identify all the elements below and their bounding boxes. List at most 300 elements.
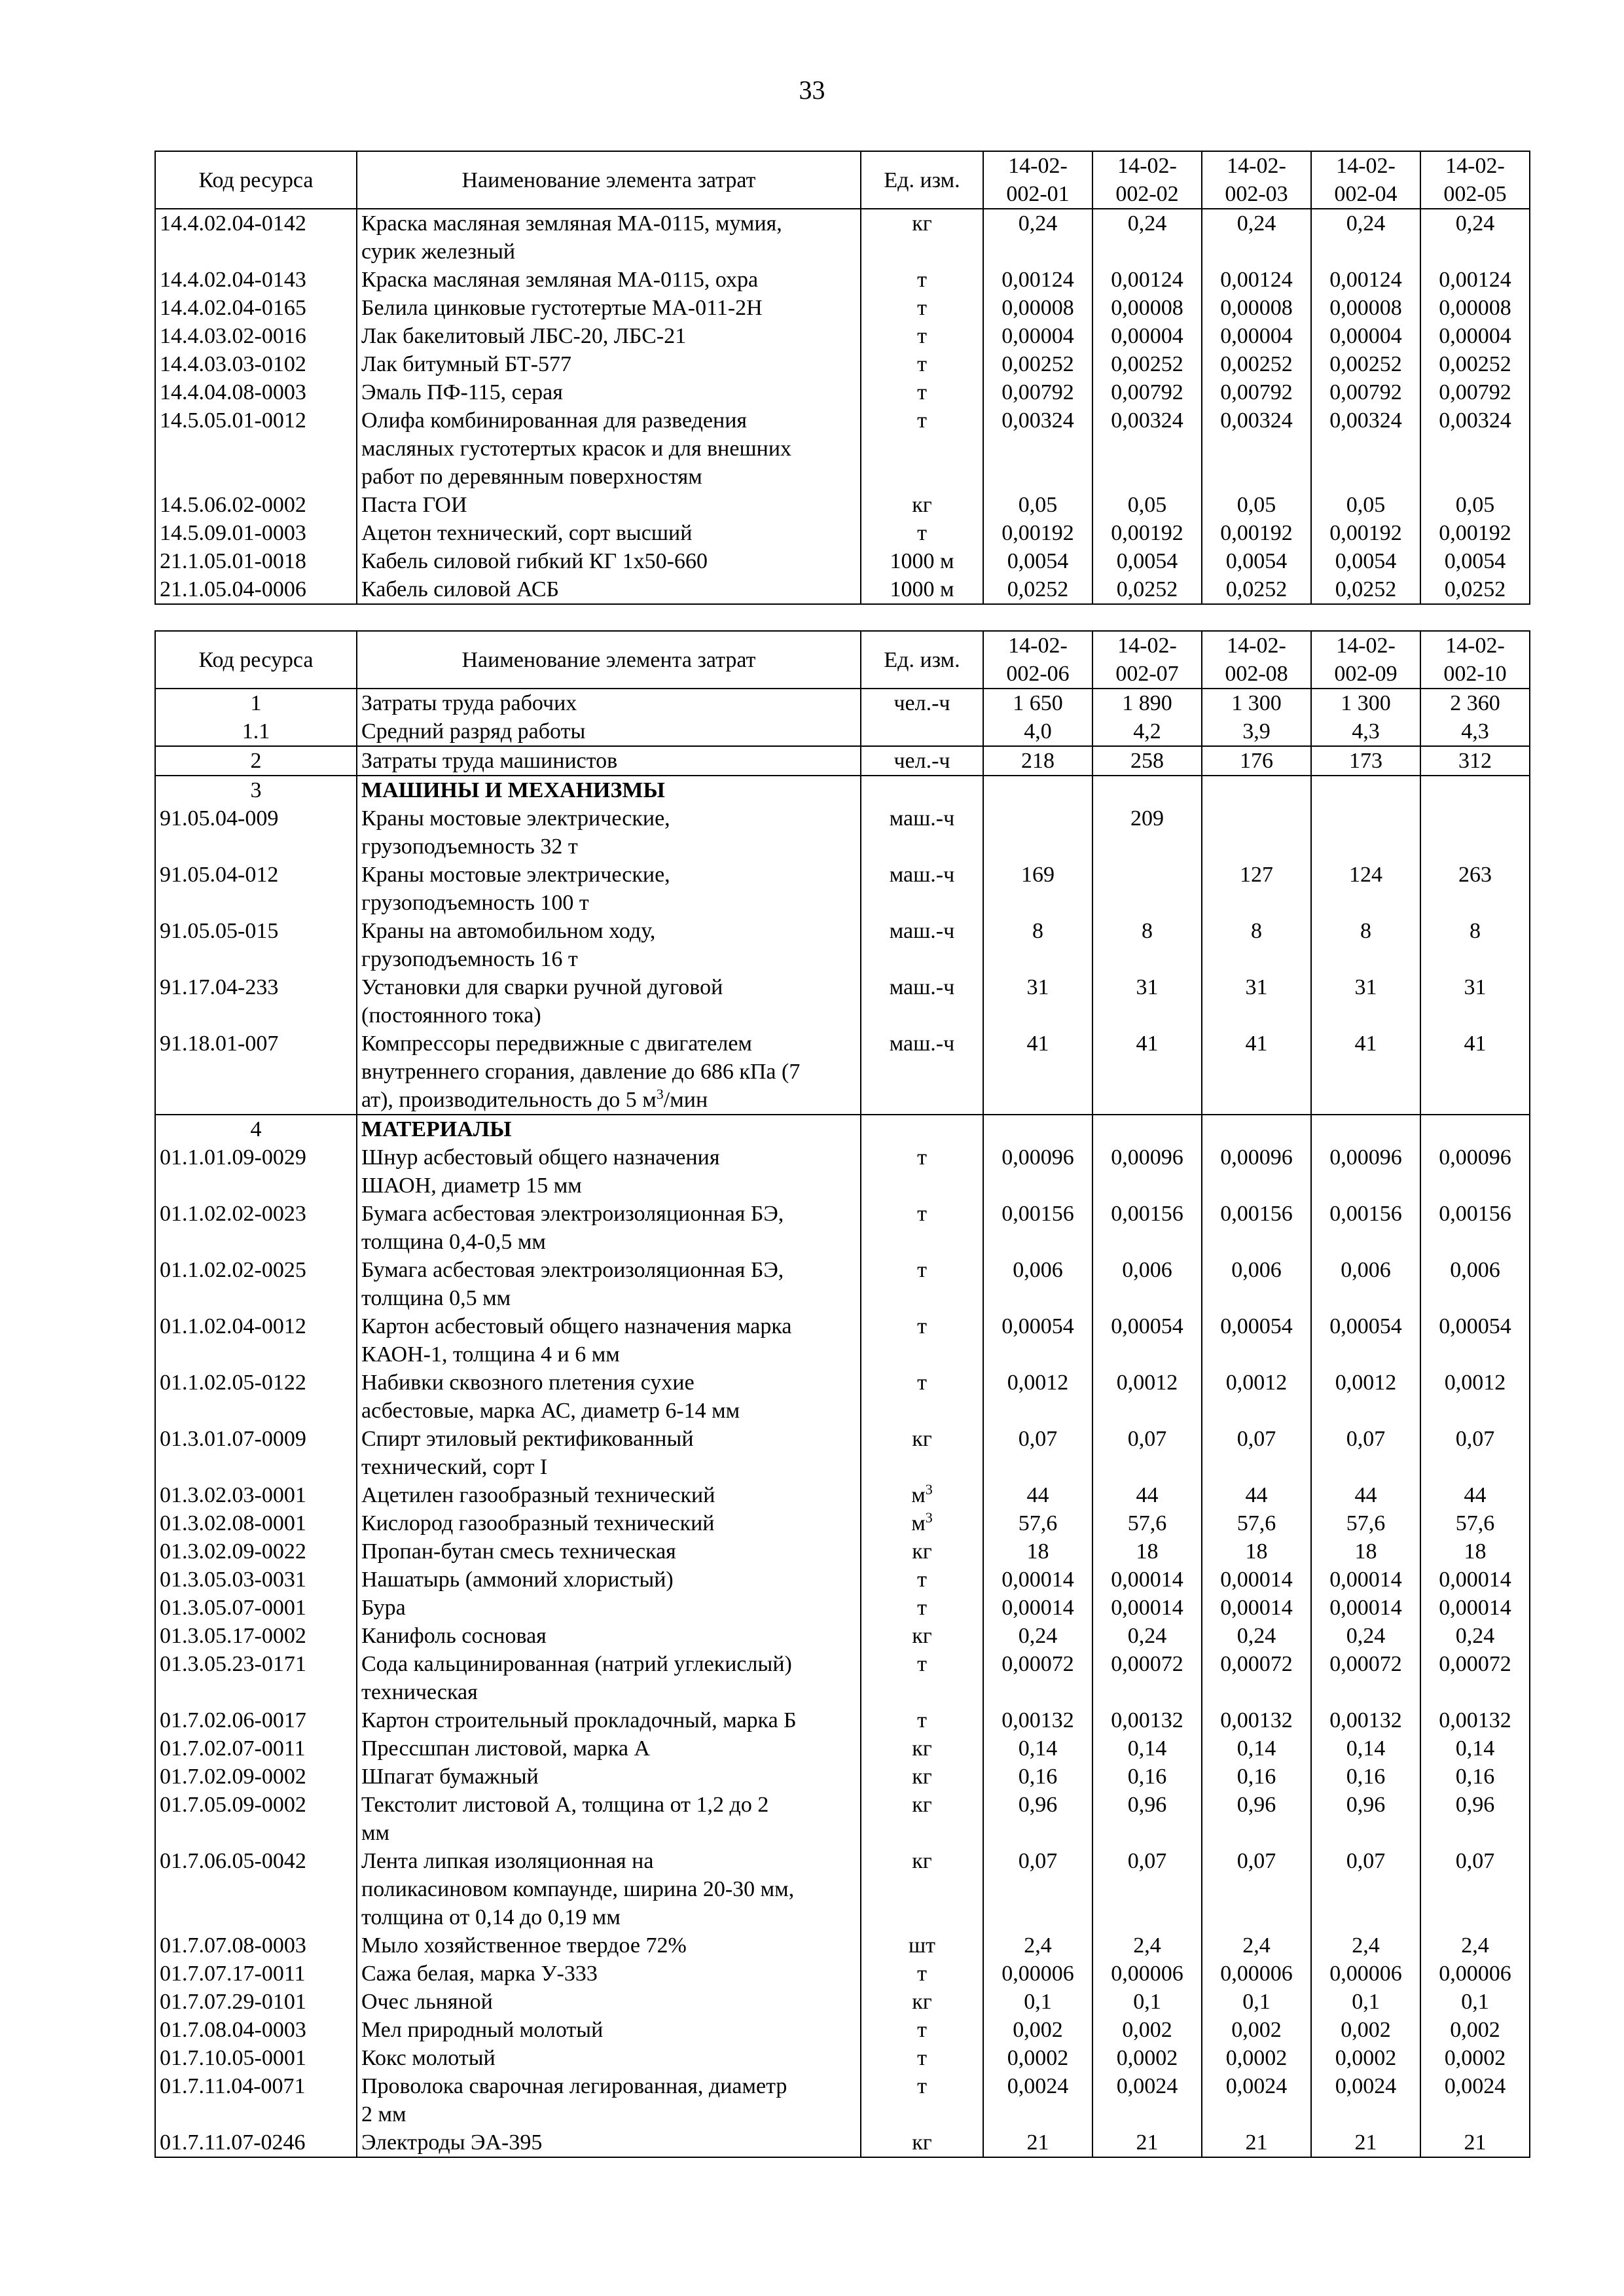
resource-code: 01.7.02.07-0011 <box>155 1734 357 1763</box>
norm-value: 44 <box>1420 1481 1530 1509</box>
cost-element-name <box>357 1594 861 1622</box>
name-line: масляных густотертых красок и для внешних <box>361 437 792 461</box>
resource-code: 91.05.04-012 <box>155 861 357 917</box>
norm-value: 0,00054 <box>1202 1312 1311 1369</box>
name-line: техническая <box>361 1680 478 1704</box>
resource-code: 01.3.05.07-0001 <box>155 1594 357 1622</box>
table-row <box>155 1763 1530 1791</box>
header-code: Код ресурса <box>155 631 357 689</box>
name-line: толщина 0,4-0,5 мм <box>361 1230 546 1254</box>
norm-value: 0,0002 <box>1311 2044 1420 2072</box>
unit-of-measure: т <box>861 266 983 294</box>
norm-value: 0,05 <box>1092 491 1202 519</box>
unit-of-measure: $м^3$ <box>861 1481 983 1509</box>
norm-value: 0,00132 <box>1311 1706 1420 1734</box>
norm-value: 0,14 <box>1420 1734 1530 1763</box>
norm-value: 2,4 <box>1311 1931 1420 1960</box>
norm-value: 0,07 <box>983 1425 1092 1481</box>
unit-of-measure: т <box>861 406 983 491</box>
resource-code: 14.4.04.08-0003 <box>155 378 357 406</box>
norm-value: 0,1 <box>1420 1988 1530 2016</box>
resource-code: 14.4.03.03-0102 <box>155 350 357 378</box>
cost-element-name <box>357 1143 861 1200</box>
name-line: ат), производительность до 5 $м^3$/мин <box>361 1086 708 1112</box>
name-line: Лак бакелитовый ЛБС-20, ЛБС-21 <box>361 324 687 348</box>
norm-value: 0,16 <box>1311 1763 1420 1791</box>
norm-value: 4,3 <box>1311 717 1420 746</box>
name-line: асбестовые, марка АС, диаметр 6-14 мм <box>361 1399 740 1423</box>
resource-code: 3 <box>155 776 357 804</box>
unit-of-measure <box>861 776 983 804</box>
norm-value: 31 <box>983 973 1092 1030</box>
name-line: Кокс молотый <box>361 2046 496 2070</box>
norm-value: 0,00072 <box>1092 1650 1202 1706</box>
cost-element-name <box>357 1734 861 1763</box>
name-line: Шнур асбестовый общего назначения <box>361 1145 720 1170</box>
table-row <box>155 1537 1530 1566</box>
norm-value: 0,0002 <box>983 2044 1092 2072</box>
table-row <box>155 1143 1530 1200</box>
norm-value: 44 <box>1311 1481 1420 1509</box>
name-line: Лак битумный БТ-577 <box>361 352 572 376</box>
header-column-line: 002-06 <box>1006 662 1070 686</box>
norm-value: 0,0054 <box>1092 547 1202 575</box>
norm-value: 0,96 <box>1092 1791 1202 1847</box>
norm-value: 0,0024 <box>1420 2072 1530 2128</box>
norm-value <box>1420 1115 1530 1143</box>
name-line: Бумага асбестовая электроизоляционная БЭ, <box>361 1258 784 1282</box>
cost-element-name <box>357 2128 861 2157</box>
norm-value: 44 <box>1202 1481 1311 1509</box>
norm-value <box>1420 804 1530 861</box>
norm-value <box>1311 804 1420 861</box>
unit-of-measure <box>861 1115 983 1143</box>
norm-value: 57,6 <box>1311 1509 1420 1537</box>
table-row <box>155 2072 1530 2128</box>
name-line: Ацетилен газообразный технический <box>361 1483 715 1507</box>
norm-value: 0,00096 <box>1092 1143 1202 1200</box>
cost-element-name <box>357 1791 861 1847</box>
norm-value: 57,6 <box>1420 1509 1530 1537</box>
unit-of-measure: т <box>861 322 983 350</box>
unit-of-measure: т <box>861 1650 983 1706</box>
norm-value: 312 <box>1420 746 1530 776</box>
norm-value: 0,002 <box>983 2016 1092 2044</box>
table-row <box>155 917 1530 973</box>
norm-value: 57,6 <box>983 1509 1092 1537</box>
resource-code: 01.3.05.17-0002 <box>155 1622 357 1650</box>
norm-value: 218 <box>983 746 1092 776</box>
cost-element-name <box>357 1425 861 1481</box>
header-column <box>1202 151 1311 209</box>
name-line: Кислород газообразный технический <box>361 1511 715 1535</box>
name-line: Сажа белая, марка У-333 <box>361 1962 598 1986</box>
table-row <box>155 519 1530 547</box>
norm-value: 0,00324 <box>1420 406 1530 491</box>
cost-element-name <box>357 1200 861 1256</box>
unit-of-measure: т <box>861 2072 983 2128</box>
norm-value: 0,96 <box>983 1791 1092 1847</box>
unit-of-measure: кг <box>861 491 983 519</box>
norm-value <box>1202 776 1311 804</box>
unit-of-measure: т <box>861 1960 983 1988</box>
norm-value <box>983 804 1092 861</box>
norm-value: 209 <box>1092 804 1202 861</box>
norm-value: 0,00014 <box>1202 1566 1311 1594</box>
norm-value: 0,00252 <box>1420 350 1530 378</box>
name-line: Мел природный молотый <box>361 2018 604 2042</box>
norm-value: 0,00792 <box>983 378 1092 406</box>
norm-value: 0,0012 <box>1311 1369 1420 1425</box>
table-row <box>155 776 1530 804</box>
unit-of-measure: т <box>861 378 983 406</box>
norm-value: 0,0012 <box>1092 1369 1202 1425</box>
norm-value: 0,24 <box>1202 209 1311 266</box>
cost-element-name <box>357 1960 861 1988</box>
norm-value: 0,14 <box>1202 1734 1311 1763</box>
norm-value: 18 <box>1420 1537 1530 1566</box>
unit-of-measure: маш.-ч <box>861 917 983 973</box>
name-line: толщина 0,5 мм <box>361 1286 511 1310</box>
cost-element-name <box>357 1369 861 1425</box>
header-column-line: 002-03 <box>1225 182 1288 206</box>
unit-of-measure: кг <box>861 1622 983 1650</box>
name-line: работ по деревянным поверхностям <box>361 465 702 489</box>
unit-of-measure: кг <box>861 209 983 266</box>
table-row <box>155 1509 1530 1537</box>
norm-value: 44 <box>983 1481 1092 1509</box>
norm-value: 0,00006 <box>1092 1960 1202 1988</box>
norm-value: 0,00008 <box>1420 294 1530 322</box>
norm-value: 0,00156 <box>1311 1200 1420 1256</box>
header-column <box>983 151 1092 209</box>
header-code: Код ресурса <box>155 151 357 209</box>
unit-of-measure: маш.-ч <box>861 1030 983 1115</box>
norm-value: 2,4 <box>983 1931 1092 1960</box>
norm-value: 0,00132 <box>1420 1706 1530 1734</box>
name-line: Нашатырь (аммоний хлористый) <box>361 1568 674 1592</box>
norm-value: 0,24 <box>1311 1622 1420 1650</box>
unit-of-measure: т <box>861 1143 983 1200</box>
norm-value: 31 <box>1202 973 1311 1030</box>
unit-of-measure: т <box>861 350 983 378</box>
norm-value: 0,07 <box>983 1847 1092 1931</box>
name-line: Канифоль сосновая <box>361 1624 547 1648</box>
norm-value: 0,00132 <box>1202 1706 1311 1734</box>
norm-value: 31 <box>1311 973 1420 1030</box>
norm-value: 0,05 <box>1311 491 1420 519</box>
name-line: Ацетон технический, сорт высший <box>361 521 693 545</box>
name-line: Лента липкая изоляционная на <box>361 1849 654 1873</box>
norm-value: 0,00008 <box>1311 294 1420 322</box>
norm-value: 8 <box>1420 917 1530 973</box>
unit-of-measure: т <box>861 1594 983 1622</box>
table-row <box>155 804 1530 861</box>
name-line: Пропан-бутан смесь техническая <box>361 1539 676 1564</box>
norm-value: 0,07 <box>1092 1847 1202 1931</box>
name-line: МАШИНЫ И МЕХАНИЗМЫ <box>361 778 665 802</box>
unit-of-measure: кг <box>861 1791 983 1847</box>
norm-value: 0,00014 <box>1202 1594 1311 1622</box>
norm-value: 0,0024 <box>983 2072 1092 2128</box>
cost-element-name <box>357 1537 861 1566</box>
norm-value: 0,00096 <box>1420 1143 1530 1200</box>
norm-value: 8 <box>1092 917 1202 973</box>
table-row <box>155 2016 1530 2044</box>
name-line: 2 мм <box>361 2102 406 2126</box>
resource-code: 01.7.05.09-0002 <box>155 1791 357 1847</box>
resource-code: 21.1.05.04-0006 <box>155 575 357 604</box>
header-column-line: 14-02- <box>1117 154 1177 178</box>
norm-value: 0,00156 <box>983 1200 1092 1256</box>
resource-code: 01.3.01.07-0009 <box>155 1425 357 1481</box>
header-column-line: 002-10 <box>1443 662 1507 686</box>
norm-value: 8 <box>1202 917 1311 973</box>
norm-value: 0,00014 <box>1420 1566 1530 1594</box>
norm-value: 0,16 <box>983 1763 1092 1791</box>
cost-element-name <box>357 776 861 804</box>
norm-value: 0,05 <box>1202 491 1311 519</box>
unit-of-measure: т <box>861 1200 983 1256</box>
cost-element-name <box>357 804 861 861</box>
norm-value: 0,0024 <box>1202 2072 1311 2128</box>
norm-value <box>1202 804 1311 861</box>
name-line: МАТЕРИАЛЫ <box>361 1117 512 1141</box>
cost-element-name <box>357 547 861 575</box>
cost-element-name <box>357 491 861 519</box>
norm-value <box>1092 1115 1202 1143</box>
norm-value: 2 360 <box>1420 689 1530 717</box>
norm-value: 1 300 <box>1202 689 1311 717</box>
norm-value: 0,006 <box>983 1256 1092 1312</box>
header-column-line: 14-02- <box>1336 634 1396 658</box>
resource-code: 01.7.02.06-0017 <box>155 1706 357 1734</box>
table-row <box>155 746 1530 776</box>
unit-of-measure: чел.-ч <box>861 689 983 717</box>
norm-value: 0,0002 <box>1202 2044 1311 2072</box>
name-line: Эмаль ПФ-115, серая <box>361 380 563 404</box>
unit-of-measure: маш.-ч <box>861 973 983 1030</box>
norm-value: 21 <box>1311 2128 1420 2157</box>
norm-value: 0,1 <box>1202 1988 1311 2016</box>
cost-element-name <box>357 1706 861 1734</box>
header-unit: Ед. изм. <box>861 151 983 209</box>
name-line: Проволока сварочная легированная, диаметр <box>361 2074 787 2098</box>
norm-value: 0,14 <box>1311 1734 1420 1763</box>
norm-value: 0,0012 <box>1420 1369 1530 1425</box>
table-row <box>155 294 1530 322</box>
table-row <box>155 1706 1530 1734</box>
resource-code: 91.17.04-233 <box>155 973 357 1030</box>
cost-element-name <box>357 1847 861 1931</box>
table-row <box>155 491 1530 519</box>
unit-of-measure: маш.-ч <box>861 804 983 861</box>
norm-value: 0,006 <box>1092 1256 1202 1312</box>
norm-value: 263 <box>1420 861 1530 917</box>
norm-value: 0,16 <box>1202 1763 1311 1791</box>
name-line: мм <box>361 1821 390 1845</box>
page-number: 33 <box>799 75 825 105</box>
norm-value: 0,96 <box>1202 1791 1311 1847</box>
resource-code: 1.1 <box>155 717 357 746</box>
name-line: грузоподъемность 100 т <box>361 891 589 915</box>
cost-element-name <box>357 1931 861 1960</box>
norm-value: 0,0054 <box>983 547 1092 575</box>
norm-value: 2,4 <box>1092 1931 1202 1960</box>
header-column <box>1311 631 1420 689</box>
name-line: Краска масляная земляная МА-0115, охра <box>361 268 759 292</box>
unit-of-measure: т <box>861 294 983 322</box>
header-column <box>1092 631 1202 689</box>
norm-value: 124 <box>1311 861 1420 917</box>
name-line: технический, сорт I <box>361 1455 548 1479</box>
unit-of-measure: т <box>861 1369 983 1425</box>
header-column-line: 14-02- <box>1008 154 1068 178</box>
name-line: Средний разряд работы <box>361 719 586 744</box>
name-line: ШАОН, диаметр 15 мм <box>361 1174 582 1198</box>
unit-of-measure: маш.-ч <box>861 861 983 917</box>
norm-value: 0,00192 <box>1092 519 1202 547</box>
norm-value: 18 <box>1092 1537 1202 1566</box>
norm-value: 0,24 <box>1311 209 1420 266</box>
resource-code: 01.7.07.29-0101 <box>155 1988 357 2016</box>
norm-value: 0,96 <box>1311 1791 1420 1847</box>
norm-value: 0,00004 <box>1202 322 1311 350</box>
unit-of-measure: 1000 м <box>861 575 983 604</box>
norm-value: 0,00014 <box>1311 1594 1420 1622</box>
norm-value: 4,2 <box>1092 717 1202 746</box>
name-line: Шпагат бумажный <box>361 1765 539 1789</box>
unit-of-measure: т <box>861 1566 983 1594</box>
table-row <box>155 266 1530 294</box>
table-row <box>155 1847 1530 1931</box>
cost-element-name <box>357 1030 861 1115</box>
norm-value: 0,006 <box>1420 1256 1530 1312</box>
header-column-line: 002-07 <box>1115 662 1179 686</box>
norm-value: 0,05 <box>1420 491 1530 519</box>
norm-value: 0,00192 <box>1202 519 1311 547</box>
header-column-line: 002-08 <box>1225 662 1288 686</box>
norm-value: 0,07 <box>1420 1425 1530 1481</box>
norm-value: 0,00324 <box>1202 406 1311 491</box>
resource-code: 14.4.02.04-0142 <box>155 209 357 266</box>
name-line: толщина от 0,14 до 0,19 мм <box>361 1905 621 1929</box>
header-column <box>1311 151 1420 209</box>
norm-value: 0,0252 <box>1202 575 1311 604</box>
resource-code: 01.7.02.09-0002 <box>155 1763 357 1791</box>
cost-element-name <box>357 1509 861 1537</box>
name-line: Кабель силовой АСБ <box>361 577 560 601</box>
norm-value: 41 <box>1092 1030 1202 1115</box>
table-header <box>155 631 1530 689</box>
norm-value: 0,00008 <box>1092 294 1202 322</box>
table-row <box>155 350 1530 378</box>
norm-value: 0,00096 <box>983 1143 1092 1200</box>
norm-value: 0,00192 <box>1311 519 1420 547</box>
norm-value: 0,00324 <box>983 406 1092 491</box>
resource-code: 01.7.11.07-0246 <box>155 2128 357 2157</box>
resource-code: 14.5.05.01-0012 <box>155 406 357 491</box>
norm-value: 0,00054 <box>1092 1312 1202 1369</box>
norm-value: 0,00252 <box>1092 350 1202 378</box>
table-row <box>155 1960 1530 1988</box>
header-column-line: 002-05 <box>1443 182 1507 206</box>
resource-code: 2 <box>155 746 357 776</box>
cost-element-name <box>357 266 861 294</box>
resource-code: 91.05.05-015 <box>155 917 357 973</box>
unit-of-measure: $м^3$ <box>861 1509 983 1537</box>
cost-element-name <box>357 2072 861 2128</box>
table-row <box>155 1594 1530 1622</box>
norm-value: 18 <box>1202 1537 1311 1566</box>
norm-value: 21 <box>983 2128 1092 2157</box>
name-line: Очес льняной <box>361 1990 493 2014</box>
norm-value: 0,00124 <box>1202 266 1311 294</box>
cost-element-name <box>357 1481 861 1509</box>
norm-value: 0,00014 <box>1311 1566 1420 1594</box>
norm-value: 21 <box>1420 2128 1530 2157</box>
norm-value: 0,00124 <box>1092 266 1202 294</box>
table-row <box>155 689 1530 717</box>
table-row <box>155 1030 1530 1115</box>
table-row <box>155 1312 1530 1369</box>
norm-value: 2,4 <box>1420 1931 1530 1960</box>
unit-of-measure <box>861 717 983 746</box>
norm-value: 0,07 <box>1311 1425 1420 1481</box>
norm-value: 0,00072 <box>983 1650 1092 1706</box>
norm-value: 0,00324 <box>1092 406 1202 491</box>
unit-of-measure: кг <box>861 1763 983 1791</box>
name-line: Бура <box>361 1596 406 1620</box>
norm-value: 0,00132 <box>983 1706 1092 1734</box>
name-line: грузоподъемность 32 т <box>361 834 578 859</box>
norm-value: 0,00054 <box>1420 1312 1530 1369</box>
name-line: Паста ГОИ <box>361 493 467 517</box>
norm-value: 0,00252 <box>1311 350 1420 378</box>
cost-element-name <box>357 519 861 547</box>
norm-value: 0,00096 <box>1311 1143 1420 1200</box>
table-row <box>155 547 1530 575</box>
unit-of-measure: кг <box>861 1425 983 1481</box>
norm-value: 0,002 <box>1420 2016 1530 2044</box>
resource-code: 14.5.09.01-0003 <box>155 519 357 547</box>
norm-value: 8 <box>983 917 1092 973</box>
table-row <box>155 1369 1530 1425</box>
norm-value: 258 <box>1092 746 1202 776</box>
unit-of-measure: кг <box>861 1988 983 2016</box>
norm-value: 0,00132 <box>1092 1706 1202 1734</box>
resource-code: 01.7.11.04-0071 <box>155 2072 357 2128</box>
name-line: Мыло хозяйственное твердое 72% <box>361 1933 687 1958</box>
unit-of-measure: кг <box>861 2128 983 2157</box>
norm-value: 0,00014 <box>1420 1594 1530 1622</box>
name-line: Краны на автомобильном ходу, <box>361 919 656 943</box>
norm-value: 8 <box>1311 917 1420 973</box>
header-column-line: 002-01 <box>1006 182 1070 206</box>
norm-value: 2,4 <box>1202 1931 1311 1960</box>
name-line: Краска масляная земляная МА-0115, мумия, <box>361 211 782 236</box>
name-line: Текстолит листовой А, толщина от 1,2 до 2 <box>361 1793 769 1817</box>
norm-value: 31 <box>1092 973 1202 1030</box>
resource-code: 14.4.02.04-0143 <box>155 266 357 294</box>
cost-element-name <box>357 294 861 322</box>
norm-value: 0,0054 <box>1420 547 1530 575</box>
norm-value: 0,002 <box>1202 2016 1311 2044</box>
norm-value: 31 <box>1420 973 1530 1030</box>
header-column-line: 14-02- <box>1336 154 1396 178</box>
resource-code: 21.1.05.01-0018 <box>155 547 357 575</box>
norm-value <box>983 1115 1092 1143</box>
